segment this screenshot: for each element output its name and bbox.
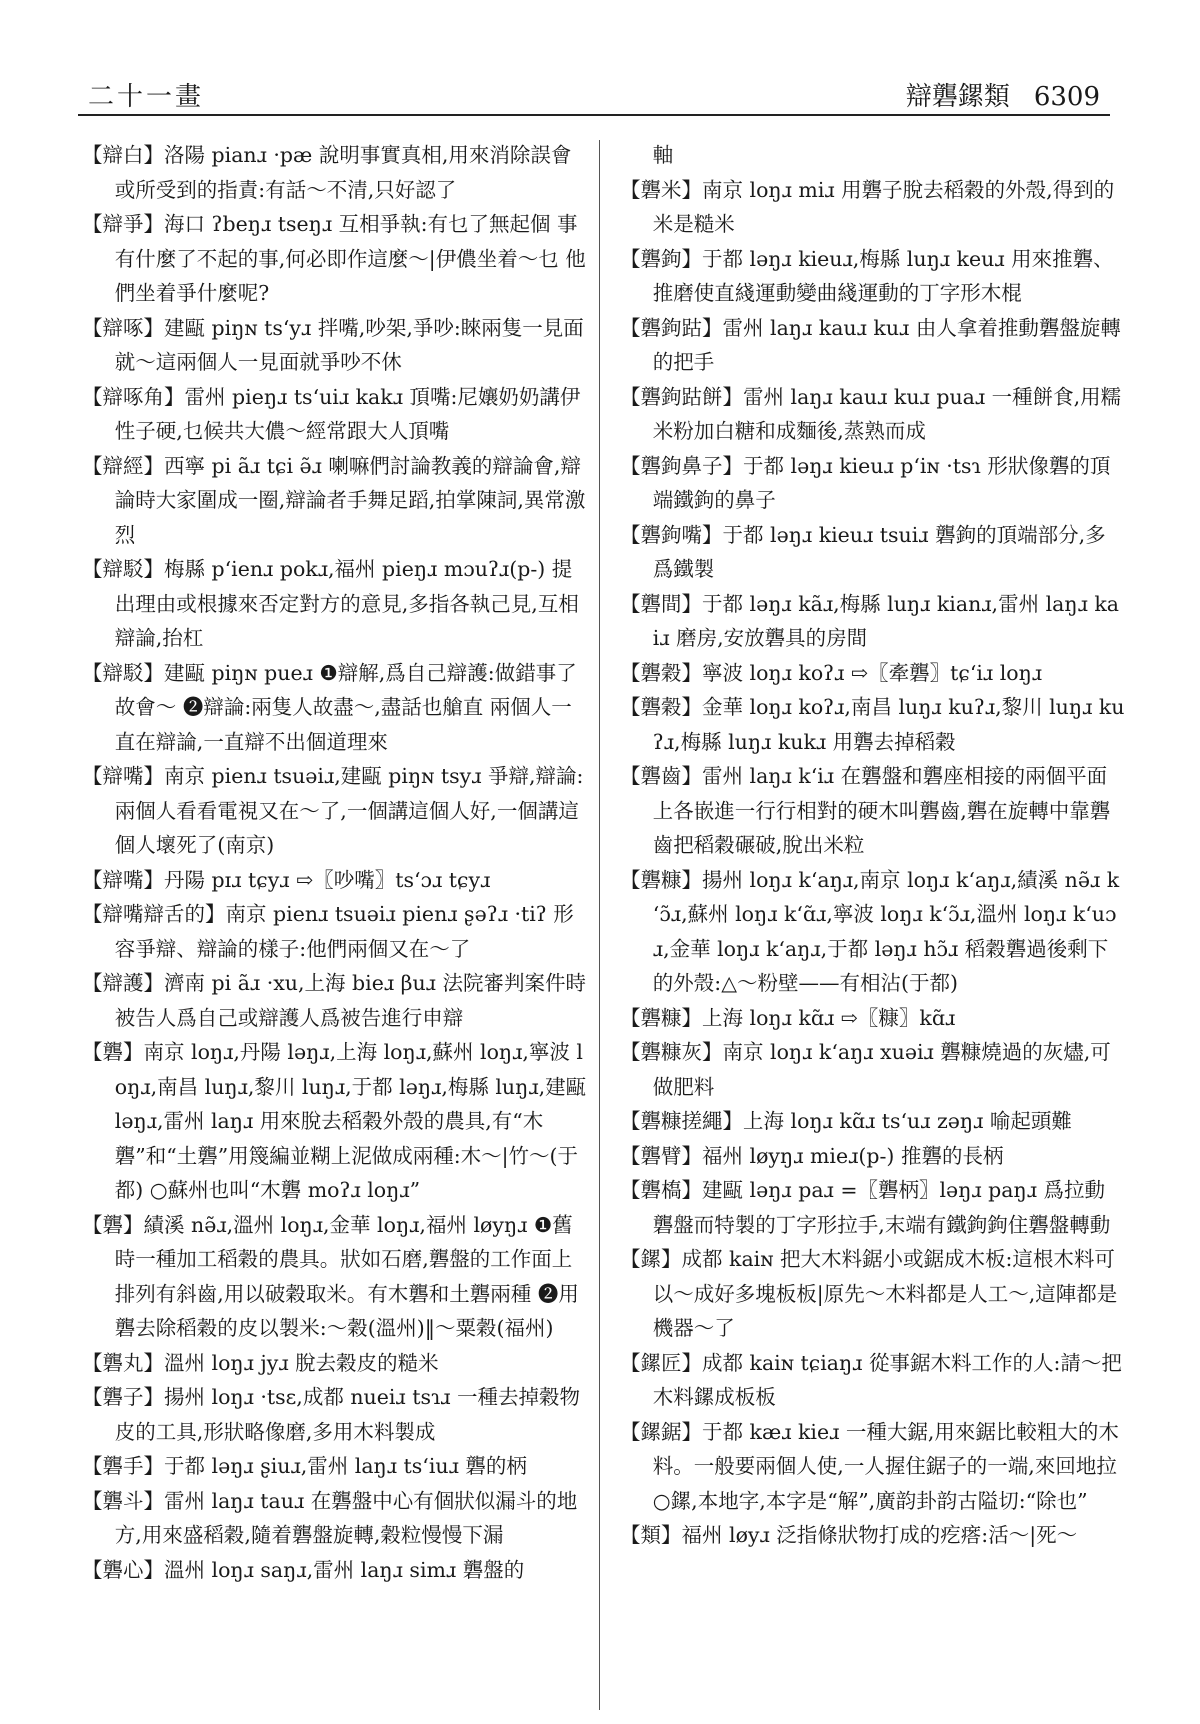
dictionary-entry: 【礱臂】福州 løyŋɹ mieɹ(p-) 推礱的長柄: [620, 1143, 1004, 1168]
dictionary-entry: 【礱糠】上海 loŋɹ kɑ̃ɹ ⇨〖糠〗kɑ̃ɹ: [620, 1005, 956, 1030]
dictionary-entry: 【礱穀】金華 loŋɹ koʔɹ,南昌 luŋɹ kuʔɹ,黎川 luŋɹ kuʔɹ,梅縣 luŋɹ kukɹ 用礱去掉稻穀: [620, 695, 1125, 754]
dictionary-entry: 【辯經】西寧 pi ãɹ tɕi ə̃ɹ 喇嘛們討論教義的辯論會,辯論時大家圍成一圈,辯論者手舞足蹈,拍掌陳詞,異常激烈: [82, 453, 586, 547]
dictionary-entry: 【礱鉤跍餅】雷州 laŋɹ kauɹ kuɹ puaɹ 一種餅食,用糯米粉加白糖和成麵後,蒸熟而成: [620, 384, 1122, 443]
header-rule: [78, 114, 1110, 116]
dictionary-entry: 【鏍鋸】于都 kæɹ kieɹ 一種大鋸,用來鋸比較粗大的木料。一般要兩個人使,一人握住鋸子的一端,來回地拉 ○鏍,本地字,本字是“解”,廣韵卦韵古隘切:“除也”: [620, 1419, 1119, 1513]
column-divider: [599, 140, 600, 1710]
right-column: [620, 138, 1125, 1553]
dictionary-entry: 【辯嘴辯舌的】南京 pienɹ tsuəiɹ pienɹ ʂəʔɹ ·tiʔ 形容爭辯、辯論的樣子:他們兩個又在～了: [82, 902, 574, 961]
dictionary-entry: 【礱米】南京 loŋɹ miɹ 用礱子脫去稻穀的外殼,得到的米是糙米: [620, 177, 1115, 236]
dictionary-entry: 【礱齒】雷州 laŋɹ kʻiɹ 在礱盤和礱座相接的兩個平面上各嵌進一行行相對的硬木叫礱齒,礱在旋轉中靠礱齒把稻穀碾破,脫出米粒: [620, 764, 1111, 857]
running-head: [906, 76, 1100, 113]
page-number: 6309: [1033, 82, 1100, 112]
dictionary-entry: 【礱】南京 loŋɹ,丹陽 ləŋɹ,上海 loŋɹ,蘇州 loŋɹ,寧波 loŋɹ,南昌 luŋɹ,黎川 luŋɹ,于都 ləŋɹ,梅縣 luŋɹ,建甌 ləŋɹ,雷州 laŋɹ 用來脫去稻穀外殼的農具,有“木礱”和“土礱”用篾編並糊上泥做成兩種:木～|竹～(于都) ○蘇州也叫“木礱 moʔɹ loŋɹ”: [82, 1040, 587, 1202]
dictionary-entry: 【礱心】溫州 loŋɹ saŋɹ,雷州 laŋɹ simɹ 礱盤的: [82, 1557, 525, 1582]
dictionary-entry: 【辯嘴】丹陽 pɪɹ tɕyɹ ⇨〖吵嘴〗tsʻɔɹ tɕyɹ: [82, 867, 491, 892]
page-header: [78, 62, 1110, 112]
dictionary-entry: 【礱斗】雷州 laŋɹ tauɹ 在礱盤中心有個狀似漏斗的地方,用來盛稻穀,隨着礱盤旋轉,穀粒慢慢下漏: [82, 1488, 578, 1547]
dictionary-entry: 【辯嘴】南京 pienɹ tsuəiɹ,建甌 piŋɴ tsyɹ 爭辯,辯論:兩個人看看電視又在～了,一個講這個人好,一個講這個人壞死了(南京): [82, 764, 584, 857]
dictionary-entry: 【礱子】揚州 loŋɹ ·tsɛ,成都 nueiɹ tsɿɹ 一種去掉穀物皮的工具,形狀略像磨,多用木料製成: [82, 1385, 581, 1444]
dictionary-entry: 【礱鉤嘴】于都 ləŋɹ kieuɹ tsuiɹ 礱鉤的頂端部分,多爲鐵製: [620, 522, 1106, 581]
dictionary-entry: 【辯啄】建甌 piŋɴ tsʻyɹ 拌嘴,吵架,爭吵:睞兩隻一見面就～這兩個人一見面就爭吵不休: [82, 315, 584, 374]
dictionary-entry: 【辯駁】建甌 piŋɴ pueɹ ❶辯解,爲自己辯護:做錯事了故會～ ❷辯論:兩隻人故盡～,盡話也艙直 兩個人一直在辯論,一直辯不出個道理來: [82, 660, 577, 754]
dictionary-entry: 【辯爭】海口 ʔbeŋɹ tseŋɹ 互相爭執:有乜了無起個 事有什麼了不起的事,何必即作這麼～|伊儂坐着～乜 他們坐着爭什麼呢?: [82, 212, 586, 305]
dictionary-entry: 【辯駁】梅縣 pʻienɹ pokɹ,福州 pieŋɹ mɔuʔɹ(p-) 提出理由或根據來否定對方的意見,多指各執己見,互相辯論,抬杠: [82, 557, 579, 650]
dictionary-entry: 【辯白】洛陽 pianɹ ·pæ 說明事實真相,用來消除誤會或所受到的指責:有話～不清,只好認了: [82, 143, 572, 202]
dictionary-entry: 【辯啄角】雷州 pieŋɹ tsʻuiɹ kakɹ 頂嘴:尼孃奶奶講伊性子硬,乜候共大儂～經常跟大人頂嘴: [82, 384, 581, 443]
dictionary-entry: 【礱手】于都 ləŋɹ ʂiuɹ,雷州 laŋɹ tsʻiuɹ 礱的柄: [82, 1454, 527, 1478]
section-title: 二十一畫: [88, 82, 205, 112]
dictionary-entry: 【礱槗】建甌 ləŋɹ paɹ =〖礱柄〗ləŋɹ paŋɹ 爲拉動礱盤而特製的丁字形拉手,末端有鐵鉤鉤住礱盤轉動: [620, 1178, 1111, 1237]
left-column: [82, 138, 587, 1587]
dictionary-entry: 【礱丸】溫州 loŋɹ jyɹ 脫去穀皮的糙米: [82, 1350, 439, 1375]
dictionary-entry: 【礱間】于都 ləŋɹ kãɹ,梅縣 luŋɹ kianɹ,雷州 laŋɹ kaiɹ 磨房,安放礱具的房間: [620, 591, 1120, 650]
keywords: 辯礱鏍類: [905, 82, 1010, 112]
dictionary-entry: 【礱】績溪 nə̃ɹ,溫州 loŋɹ,金華 loŋɹ,福州 løyŋɹ ❶舊時一種加工稻穀的農具。狀如石磨,礱盤的工作面上排列有斜齒,用以破穀取米。有木礱和土礱兩種 ❷用礱去除稻穀的皮以製米:～穀(溫州)‖～粟穀(福州): [82, 1212, 579, 1340]
dictionary-entry: 【礱鉤跍】雷州 laŋɹ kauɹ kuɹ 由人拿着推動礱盤旋轉的把手: [620, 315, 1121, 374]
dictionary-entry: 【鏍匠】成都 kaiɴ tɕiaŋɹ 從事鋸木料工作的人:請～把木料鏍成板板: [620, 1350, 1122, 1409]
dictionary-entry: 【礱糠灰】南京 loŋɹ kʻaŋɹ xuəiɹ 礱糠燒過的灰燼,可做肥料: [620, 1040, 1111, 1099]
dictionary-entry: 【礱鉤】于都 ləŋɹ kieuɹ,梅縣 luŋɹ keuɹ 用來推礱、推磨使直綫運動變曲綫運動的丁字形木棍: [620, 246, 1114, 305]
dictionary-entry: 【礱糠搓繩】上海 loŋɹ kɑ̃ɹ tsʻuɹ zəŋɹ 喻起頭難: [620, 1109, 1072, 1133]
dictionary-entry: 【礱糠】揚州 loŋɹ kʻaŋɹ,南京 loŋɹ kʻaŋɹ,績溪 nə̃ɹ kʻɔ̃ɹ,蘇州 loŋɹ kʻɑ̃ɹ,寧波 loŋɹ kʻɔ̃ɹ,溫州 loŋɹ kʻuɔɹ,金華 loŋɹ kʻaŋɹ,于都 ləŋɹ hɔ̃ɹ 稻穀礱過後剩下的外殼:△～粉壁——有相沾(于都): [620, 867, 1120, 995]
dictionary-entry: 【礱鉤鼻子】于都 ləŋɹ kieuɹ pʻiɴ ·tsɿ 形狀像礱的頂端鐵鉤的鼻子: [620, 453, 1111, 512]
dictionary-entry: 【礱穀】寧波 loŋɹ koʔɹ ⇨〖牽礱〗tɕʻiɹ loŋɹ: [620, 660, 1043, 685]
entry-continuation: 軸: [652, 143, 674, 167]
dictionary-entry: 【辯護】濟南 pi ãɹ ·xu,上海 bieɹ βuɹ 法院審判案件時被告人爲自己或辯護人爲被告進行申辯: [82, 971, 586, 1030]
dictionary-entry: 【鏍】成都 kaiɴ 把大木料鋸小或鋸成木板:這根木料可以～成好多塊板板|原先～木料都是人工～,這陣都是機器～了: [620, 1247, 1118, 1340]
dictionary-entry: 【類】福州 løyɹ 泛指條狀物打成的疙瘩:活～|死～: [620, 1523, 1078, 1547]
